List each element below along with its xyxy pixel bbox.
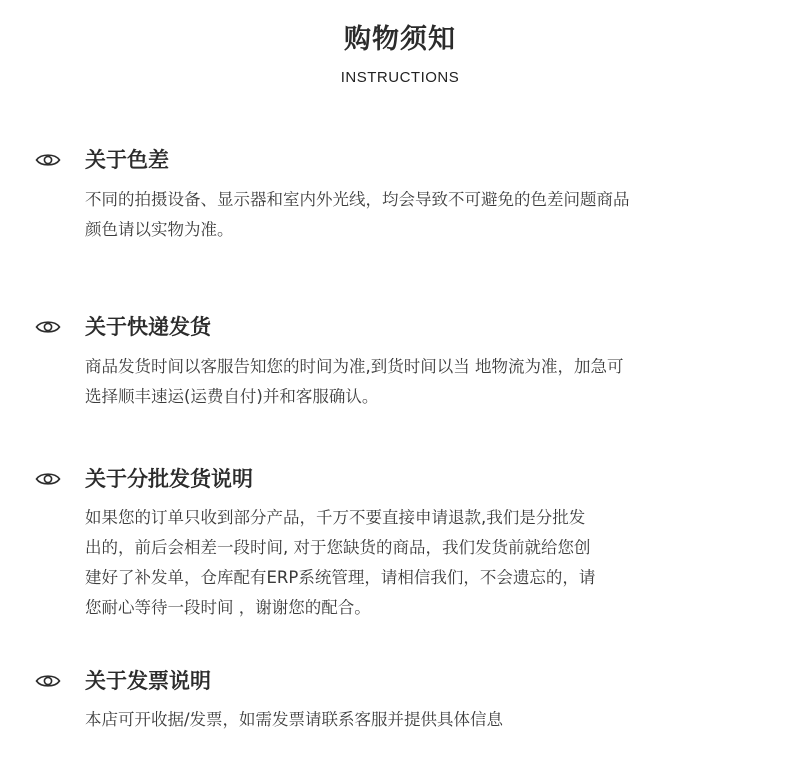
section-heading: 关于发票说明 <box>85 669 211 693</box>
section-heading: 关于色差 <box>85 148 169 172</box>
section-heading: 关于分批发货说明 <box>85 467 253 491</box>
eye-icon <box>35 319 61 335</box>
text-line: 如果您的订单只收到部分产品，千万不要直接申请退款,我们是分批发 <box>85 508 586 527</box>
page-subtitle: INSTRUCTIONS <box>340 69 460 86</box>
eye-icon <box>35 152 61 168</box>
page-title: 购物须知 <box>344 24 456 55</box>
text-line: 不同的拍摄设备、显示器和室内外光线，均会导致不可避免的色差问题商品 <box>85 190 630 209</box>
eye-icon <box>35 673 61 689</box>
eye-icon <box>35 471 61 487</box>
section-text <box>85 352 624 412</box>
text-line: 出的，前后会相差一段时间, 对于您缺货的商品，我们发货前就给您创 <box>85 538 591 557</box>
section-text <box>85 705 503 735</box>
text-line: 本店可开收据/发票，如需发票请联系客服并提供具体信息 <box>85 710 504 729</box>
section-text <box>85 185 630 245</box>
text-line: 颜色请以实物为准。 <box>85 220 234 239</box>
text-line: 建好了补发单，仓库配有ERP系统管理，请相信我们，不会遗忘的，请 <box>85 568 596 587</box>
text-line: 您耐心等待一段时间 ，谢谢您的配合。 <box>85 598 371 617</box>
text-line: 商品发货时间以客服告知您的时间为准,到货时间以当 地物流为准，加急可 <box>85 357 624 376</box>
text-line: 选择顺丰速运(运费自付)并和客服确认。 <box>85 387 379 406</box>
section-text <box>85 503 595 623</box>
section-heading: 关于快递发货 <box>85 315 211 339</box>
